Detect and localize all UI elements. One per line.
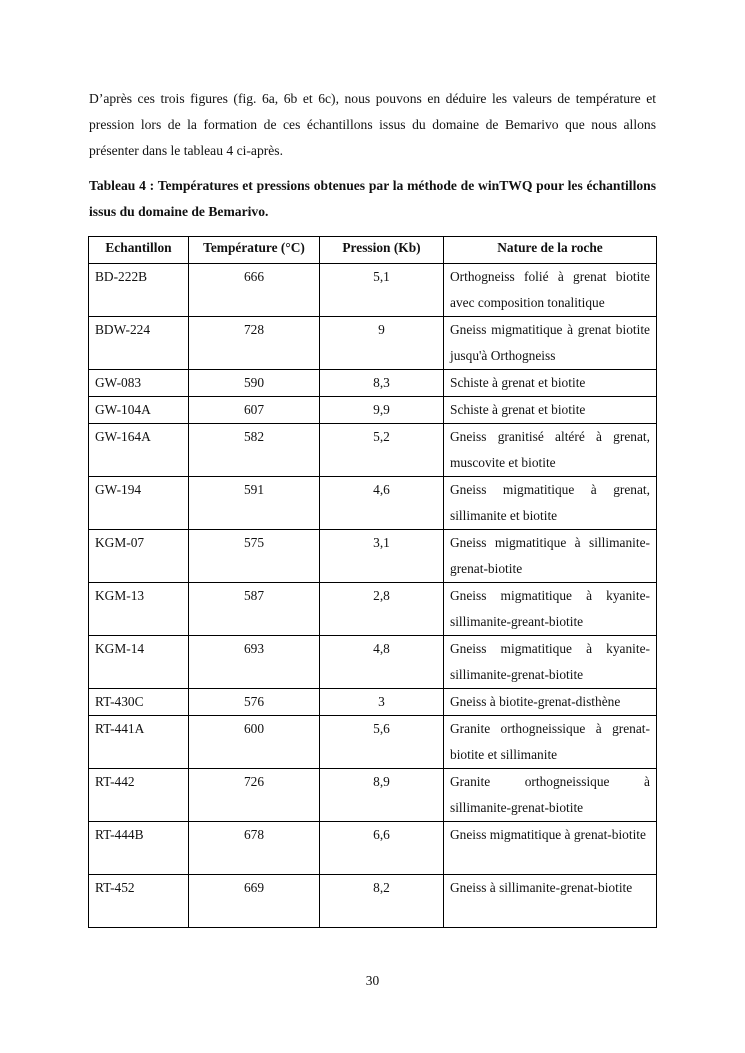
cell-rock-nature: Gneiss migmatitique à kyanite-sillimanite-grenat-biotite: [444, 636, 657, 689]
cell-temperature: 693: [189, 636, 320, 689]
cell-temperature: 591: [189, 477, 320, 530]
cell-sample: RT-452: [89, 875, 189, 928]
cell-sample: GW-104A: [89, 397, 189, 424]
cell-pressure: 5,2: [320, 424, 444, 477]
cell-temperature: 678: [189, 822, 320, 875]
cell-sample: KGM-07: [89, 530, 189, 583]
table-row: [89, 424, 657, 477]
cell-pressure: 5,6: [320, 716, 444, 769]
table-row: [89, 477, 657, 530]
table-row: [89, 716, 657, 769]
cell-rock-nature: Gneiss migmatitique à grenat-biotite: [444, 822, 657, 875]
table-row: [89, 689, 657, 716]
cell-rock-nature: Granite orthogneissique à sillimanite-grenat-biotite: [444, 769, 657, 822]
cell-rock-nature: Gneiss granitisé altéré à grenat, muscovite et biotite: [444, 424, 657, 477]
table-caption: Tableau 4 : Températures et pressions obtenues par la méthode de winTWQ pour les échantillons issus du domaine de Bemarivo.: [89, 178, 656, 219]
cell-temperature: 669: [189, 875, 320, 928]
cell-temperature: 575: [189, 530, 320, 583]
table-row: [89, 317, 657, 370]
table-row: [89, 264, 657, 317]
cell-pressure: 5,1: [320, 264, 444, 317]
header-rock-nature: Nature de la roche: [444, 237, 657, 264]
cell-sample: GW-194: [89, 477, 189, 530]
table-row: [89, 636, 657, 689]
table-row: [89, 769, 657, 822]
cell-temperature: 607: [189, 397, 320, 424]
cell-pressure: 6,6: [320, 822, 444, 875]
cell-rock-nature: Gneiss à biotite-grenat-disthène: [444, 689, 657, 716]
cell-sample: RT-444B: [89, 822, 189, 875]
cell-sample: RT-441A: [89, 716, 189, 769]
cell-sample: BDW-224: [89, 317, 189, 370]
cell-temperature: 726: [189, 769, 320, 822]
cell-rock-nature: Gneiss migmatitique à grenat, sillimanite et biotite: [444, 477, 657, 530]
cell-sample: RT-442: [89, 769, 189, 822]
cell-pressure: 8,2: [320, 875, 444, 928]
cell-rock-nature: Granite orthogneissique à grenat-biotite et sillimanite: [444, 716, 657, 769]
table-row: [89, 530, 657, 583]
cell-pressure: 2,8: [320, 583, 444, 636]
cell-pressure: 4,8: [320, 636, 444, 689]
table-row: [89, 583, 657, 636]
cell-rock-nature: Gneiss migmatitique à kyanite-sillimanite-greant-biotite: [444, 583, 657, 636]
cell-pressure: 8,9: [320, 769, 444, 822]
cell-rock-nature: Schiste à grenat et biotite: [444, 370, 657, 397]
cell-sample: GW-164A: [89, 424, 189, 477]
cell-pressure: 3: [320, 689, 444, 716]
cell-sample: KGM-13: [89, 583, 189, 636]
intro-paragraph: D’après ces trois figures (fig. 6a, 6b et 6c), nous pouvons en déduire les valeurs de température et pression lors de la formation de ces échantillons issus du domaine de Bemarivo que nous allons présenter dans le tableau 4 ci-après.: [89, 91, 656, 158]
cell-rock-nature: Gneiss migmatitique à sillimanite-grenat-biotite: [444, 530, 657, 583]
header-sample: Echantillon: [89, 237, 189, 264]
table-header-row: [89, 237, 657, 264]
cell-sample: BD-222B: [89, 264, 189, 317]
cell-pressure: 9: [320, 317, 444, 370]
table-row: [89, 370, 657, 397]
cell-pressure: 8,3: [320, 370, 444, 397]
cell-temperature: 600: [189, 716, 320, 769]
temperature-pressure-table: [88, 236, 657, 928]
cell-pressure: 9,9: [320, 397, 444, 424]
cell-sample: GW-083: [89, 370, 189, 397]
cell-temperature: 587: [189, 583, 320, 636]
cell-sample: KGM-14: [89, 636, 189, 689]
cell-temperature: 728: [189, 317, 320, 370]
table-row: [89, 875, 657, 928]
table-row: [89, 397, 657, 424]
header-pressure: Pression (Kb): [320, 237, 444, 264]
cell-rock-nature: Orthogneiss folié à grenat biotite avec composition tonalitique: [444, 264, 657, 317]
cell-temperature: 576: [189, 689, 320, 716]
cell-rock-nature: Gneiss à sillimanite-grenat-biotite: [444, 875, 657, 928]
table-row: [89, 822, 657, 875]
cell-pressure: 4,6: [320, 477, 444, 530]
cell-temperature: 590: [189, 370, 320, 397]
cell-temperature: 582: [189, 424, 320, 477]
page-number: 30: [365, 973, 380, 988]
header-temperature: Température (°C): [189, 237, 320, 264]
cell-rock-nature: Gneiss migmatitique à grenat biotite jusqu'à Orthogneiss: [444, 317, 657, 370]
cell-sample: RT-430C: [89, 689, 189, 716]
cell-temperature: 666: [189, 264, 320, 317]
cell-rock-nature: Schiste à grenat et biotite: [444, 397, 657, 424]
cell-pressure: 3,1: [320, 530, 444, 583]
